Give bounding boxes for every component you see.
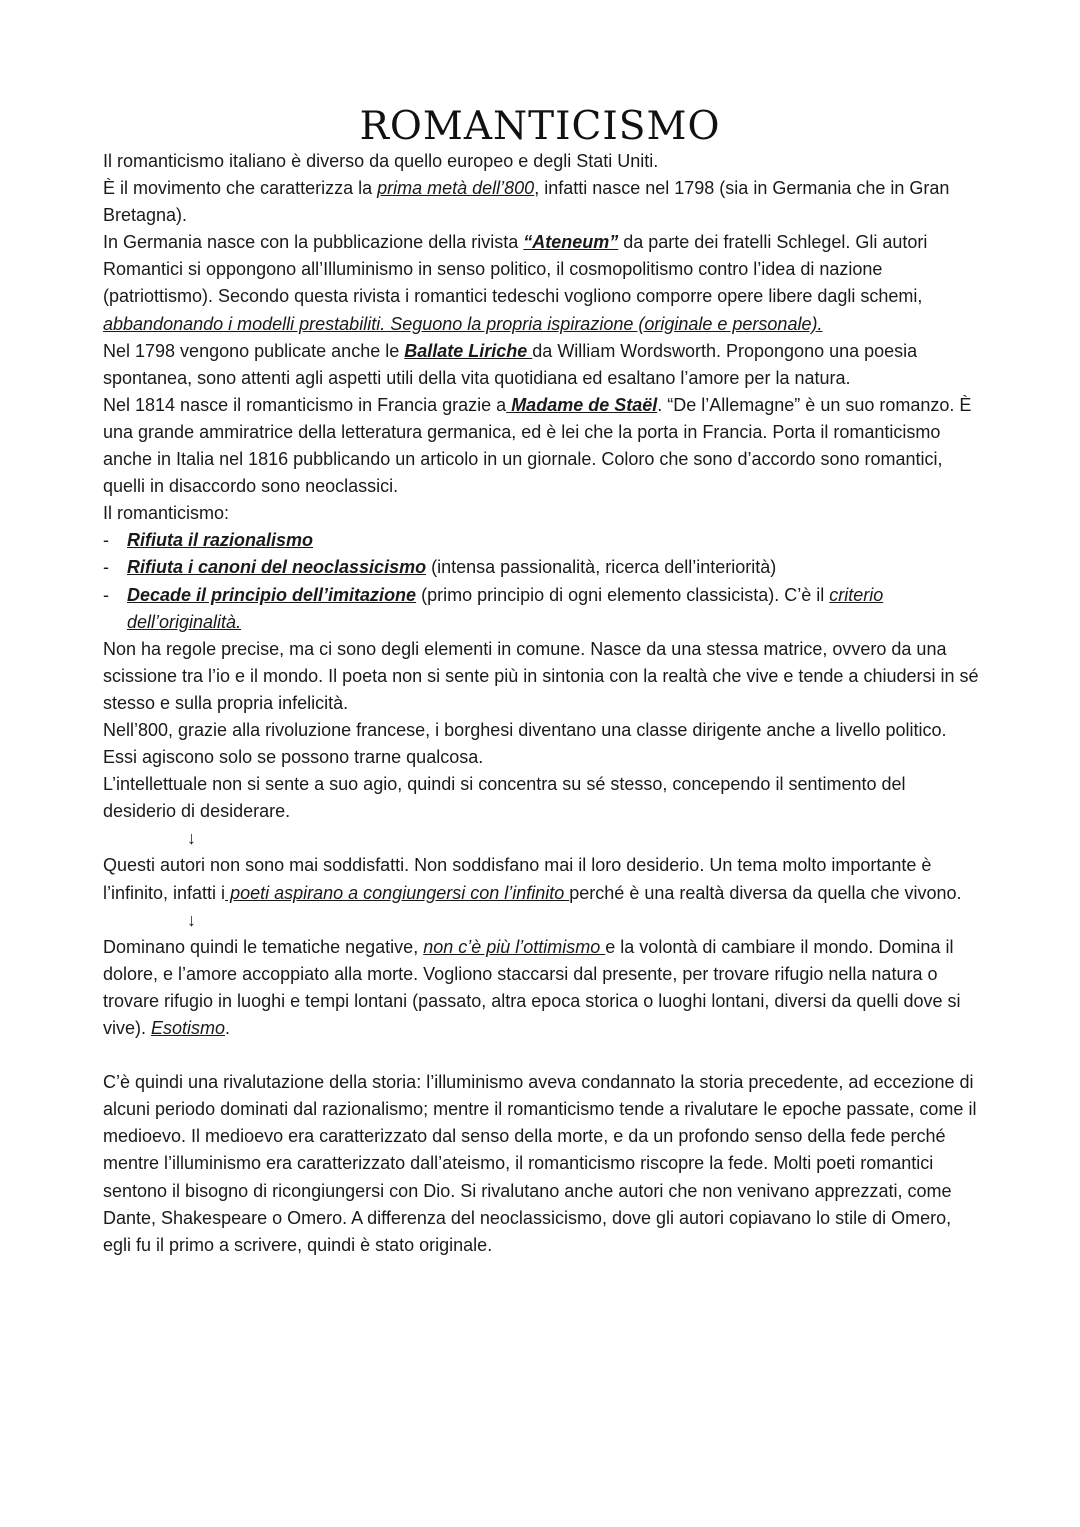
paragraph-intellectual: L’intellettuale non si sente a suo agio, quindi si concentra su sé stesso, concependo il sentimento del desiderio di desiderare. xyxy=(103,774,906,822)
emphasis-text: non c’è più l’ottimismo xyxy=(423,936,606,957)
paragraph-infinite xyxy=(103,852,983,906)
text-run: e la volontà di cambiare il mondo. Domina il dolore, e l’amore accoppiato alla morte. Vogliono staccarsi dal presente, per trovare rifugio nella natura o trovare rifugio in luoghi e tempi lontani (passato, altra epoca storica o luoghi lontani, diversi da quelli dove si vive). xyxy=(103,936,961,1038)
paragraph-movement xyxy=(103,175,983,229)
emphasis-text: criterio dell’originalità. xyxy=(127,584,884,632)
paragraph-list-intro: Il romanticismo: xyxy=(103,503,230,524)
text-run: Nel 1814 nasce il romanticismo in Francia grazie a xyxy=(103,394,507,415)
paragraph-france xyxy=(103,392,983,500)
emphasis-text: Rifiuta il razionalismo xyxy=(127,530,314,551)
feature-list xyxy=(103,527,983,635)
list-dash: - xyxy=(103,557,109,578)
list-dash: - xyxy=(103,584,109,605)
emphasis-text: prima metà dell’800 xyxy=(377,178,535,199)
text-run: Questi autori non sono mai soddisfatti. Non soddisfano mai il loro desiderio. Un tema molto importante è l’infinito, infatti i xyxy=(103,855,932,903)
paragraph-history: C’è quindi una rivalutazione della storia: l’illuminismo aveva condannato la storia precedente, ad eccezione di alcuni periodo dominati dal razionalismo; mentre il romanticismo tende a rivalutare le epoche passate, come il medioevo. Il medioevo era caratterizzato dal senso della morte, e da un profondo senso della fede perché mentre l’illuminismo era caratterizzato dall’ateismo, il romanticismo riscopre la fede. Molti poeti romantici sentono il bisogno di ricongiungersi con Dio. Si rivalutano anche autori che non venivano apprezzati, come Dante, Shakespeare o Omero. A differenza del neoclassicismo, dove gli autori copiavano lo stile di Omero, egli fu il primo a scrivere, quindi è stato originale. xyxy=(103,1072,977,1255)
text-run: In Germania nasce con la pubblicazione della rivista xyxy=(103,232,524,253)
list-item xyxy=(103,554,983,581)
text-run: (primo principio di ogni elemento classicista). C’è il xyxy=(416,584,830,605)
text-run: . xyxy=(225,1018,231,1038)
spacer xyxy=(103,1042,983,1069)
body-text xyxy=(103,148,983,1259)
emphasis-text: Decade il principio dell’imitazione xyxy=(127,584,417,605)
emphasis-text: abbandonando i modelli prestabiliti. Seguono la propria ispirazione (originale e personale). xyxy=(103,313,823,334)
text-run: È il movimento che caratterizza la xyxy=(103,178,378,199)
emphasis-text: “Ateneum” xyxy=(523,232,619,253)
emphasis-text: poeti aspirano a congiungersi con l’infinito xyxy=(225,882,570,903)
text-run: (intensa passionalità, ricerca dell’interiorità) xyxy=(426,557,777,578)
paragraph-ballate xyxy=(103,338,983,392)
list-item xyxy=(103,527,983,554)
down-arrow-icon: ↓ xyxy=(187,828,196,849)
paragraph-intro: Il romanticismo italiano è diverso da quello europeo e degli Stati Uniti. xyxy=(103,151,659,171)
paragraph-negative-themes xyxy=(103,934,983,1042)
list-item xyxy=(103,582,983,636)
paragraph-germany xyxy=(103,229,983,337)
text-run: da parte dei fratelli Schlegel. Gli autori Romantici si oppongono all’Illuminismo in senso politico, il cosmopolitismo contro l’idea di nazione (patriottismo). Secondo questa rivista i romantici tedeschi vogliono comporre opere libere dagli schemi, xyxy=(103,232,928,307)
text-run: perché è una realtà diversa da quella che vivono. xyxy=(569,882,962,903)
emphasis-text: Madame de Staël xyxy=(506,394,658,415)
text-run: Dominano quindi le tematiche negative, xyxy=(103,936,424,957)
paragraph-rules: Non ha regole precise, ma ci sono degli elementi in comune. Nasce da una stessa matrice, ovvero da una scissione tra l’io e il mondo. Il poeta non si sente più in sintonia con la realtà che vive e tende a chiudersi in sé stesso e sulla propria infelicità. xyxy=(103,638,979,713)
text-run: , infatti nasce nel 1798 (sia in Germania che in Gran Bretagna). xyxy=(103,178,950,226)
list-dash: - xyxy=(103,530,109,551)
paragraph-bourgeois: Nell’800, grazie alla rivoluzione francese, i borghesi diventano una classe dirigente anche a livello politico. Essi agiscono solo se possono trarne qualcosa. xyxy=(103,719,947,768)
text-run: . “De l’Allemagne” è un suo romanzo. È una grande ammiratrice della letteratura germanica, ed è lei che la porta in Francia. Porta il romanticismo anche in Italia nel 1816 pubblicando un articolo in un giornale. Coloro che sono d’accordo sono romantici, quelli in disaccordo sono neoclassici. xyxy=(103,394,972,497)
page-title: ROMANTICISMO xyxy=(359,104,721,149)
down-arrow-icon: ↓ xyxy=(187,909,196,930)
text-run: Nel 1798 vengono publicate anche le xyxy=(103,340,405,361)
emphasis-text: Rifiuta i canoni del neoclassicismo xyxy=(127,557,427,578)
emphasis-text: Ballate Liriche xyxy=(404,340,533,361)
emphasis-text: Esotismo xyxy=(151,1018,226,1038)
text-run: da William Wordsworth. Propongono una poesia spontanea, sono attenti agli aspetti utili della vita quotidiana ed esaltano l’amore per la natura. xyxy=(103,340,918,388)
